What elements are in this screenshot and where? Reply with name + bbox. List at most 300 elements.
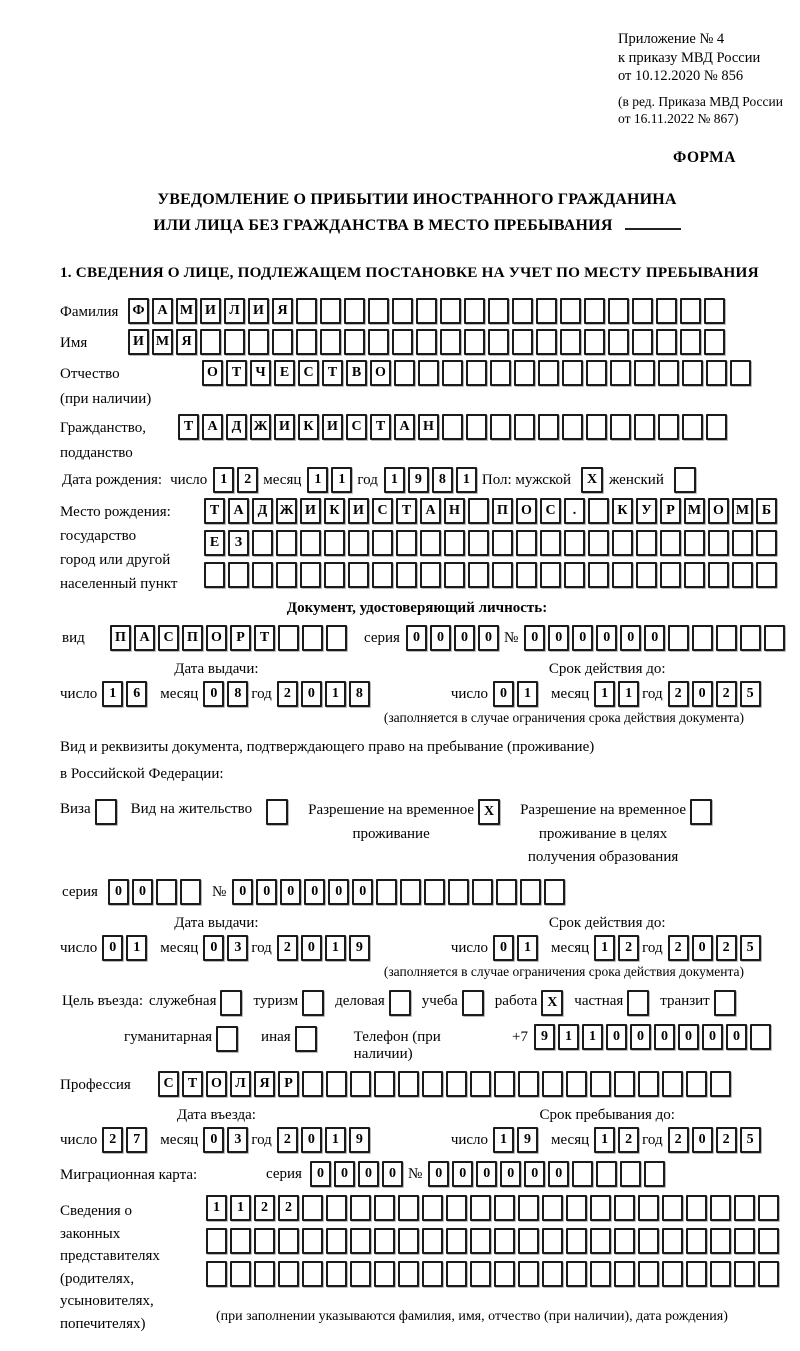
char-cell[interactable]: [562, 360, 583, 386]
char-cell[interactable]: [536, 329, 557, 355]
char-cell[interactable]: [764, 625, 785, 651]
purpose-other-checkbox[interactable]: [295, 1026, 317, 1052]
char-cell[interactable]: [638, 1195, 659, 1221]
char-cell[interactable]: 0: [301, 681, 322, 707]
char-cell[interactable]: [658, 360, 679, 386]
char-cell[interactable]: Д: [252, 498, 273, 524]
char-cell[interactable]: Я: [254, 1071, 275, 1097]
char-cell[interactable]: [584, 298, 605, 324]
char-cell[interactable]: [494, 1071, 515, 1097]
char-cell[interactable]: 6: [126, 681, 147, 707]
char-cell[interactable]: А: [420, 498, 441, 524]
char-cell[interactable]: [326, 1071, 347, 1097]
char-cell[interactable]: 7: [126, 1127, 147, 1153]
char-cell[interactable]: [544, 879, 565, 905]
char-cell[interactable]: 3: [227, 935, 248, 961]
char-cell[interactable]: С: [158, 625, 179, 651]
char-cell[interactable]: 0: [476, 1161, 497, 1187]
char-cell[interactable]: 0: [692, 935, 713, 961]
char-cell[interactable]: 2: [278, 1195, 299, 1221]
char-cell[interactable]: [372, 562, 393, 588]
char-cell[interactable]: [396, 562, 417, 588]
char-cell[interactable]: [636, 562, 657, 588]
char-cell[interactable]: 2: [237, 467, 258, 493]
char-cell[interactable]: [636, 530, 657, 556]
char-cell[interactable]: [472, 879, 493, 905]
char-cell[interactable]: [516, 562, 537, 588]
char-cell[interactable]: 1: [325, 681, 346, 707]
char-cell[interactable]: [540, 530, 561, 556]
char-cell[interactable]: [734, 1195, 755, 1221]
char-cell[interactable]: 3: [227, 1127, 248, 1153]
char-cell[interactable]: 0: [310, 1161, 331, 1187]
char-cell[interactable]: [682, 360, 703, 386]
char-cell[interactable]: [756, 530, 777, 556]
char-cell[interactable]: [344, 329, 365, 355]
char-cell[interactable]: [708, 530, 729, 556]
char-cell[interactable]: Л: [224, 298, 245, 324]
char-cell[interactable]: [590, 1071, 611, 1097]
char-cell[interactable]: Ч: [250, 360, 271, 386]
char-cell[interactable]: 0: [692, 681, 713, 707]
char-cell[interactable]: [758, 1195, 779, 1221]
char-cell[interactable]: [492, 562, 513, 588]
char-cell[interactable]: М: [176, 298, 197, 324]
char-cell[interactable]: [612, 562, 633, 588]
char-cell[interactable]: [398, 1261, 419, 1287]
char-cell[interactable]: [492, 530, 513, 556]
char-cell[interactable]: С: [158, 1071, 179, 1097]
char-cell[interactable]: [542, 1195, 563, 1221]
char-cell[interactable]: 1: [517, 935, 538, 961]
char-cell[interactable]: [420, 530, 441, 556]
char-cell[interactable]: О: [206, 625, 227, 651]
char-cell[interactable]: [542, 1261, 563, 1287]
char-cell[interactable]: [692, 625, 713, 651]
char-cell[interactable]: 0: [478, 625, 499, 651]
char-cell[interactable]: [496, 879, 517, 905]
char-cell[interactable]: [512, 329, 533, 355]
char-cell[interactable]: [400, 879, 421, 905]
char-cell[interactable]: 1: [230, 1195, 251, 1221]
char-cell[interactable]: [206, 1228, 227, 1254]
char-cell[interactable]: [446, 1195, 467, 1221]
char-cell[interactable]: [590, 1195, 611, 1221]
char-cell[interactable]: [680, 329, 701, 355]
char-cell[interactable]: [614, 1071, 635, 1097]
char-cell[interactable]: [470, 1228, 491, 1254]
char-cell[interactable]: [512, 298, 533, 324]
char-cell[interactable]: [206, 1261, 227, 1287]
char-cell[interactable]: С: [540, 498, 561, 524]
char-cell[interactable]: И: [128, 329, 149, 355]
char-cell[interactable]: [422, 1228, 443, 1254]
char-cell[interactable]: [686, 1228, 707, 1254]
char-cell[interactable]: [180, 879, 201, 905]
char-cell[interactable]: [704, 329, 725, 355]
char-cell[interactable]: [520, 879, 541, 905]
char-cell[interactable]: 0: [203, 681, 224, 707]
char-cell[interactable]: [326, 1228, 347, 1254]
char-cell[interactable]: [422, 1071, 443, 1097]
char-cell[interactable]: Т: [226, 360, 247, 386]
char-cell[interactable]: [278, 625, 299, 651]
char-cell[interactable]: Н: [418, 414, 439, 440]
char-cell[interactable]: 1: [582, 1024, 603, 1050]
char-cell[interactable]: [562, 414, 583, 440]
char-cell[interactable]: 0: [702, 1024, 723, 1050]
char-cell[interactable]: [440, 298, 461, 324]
char-cell[interactable]: [614, 1261, 635, 1287]
char-cell[interactable]: [396, 530, 417, 556]
char-cell[interactable]: [540, 562, 561, 588]
char-cell[interactable]: Т: [396, 498, 417, 524]
char-cell[interactable]: 0: [203, 1127, 224, 1153]
char-cell[interactable]: [464, 298, 485, 324]
char-cell[interactable]: [686, 1071, 707, 1097]
char-cell[interactable]: М: [732, 498, 753, 524]
char-cell[interactable]: [710, 1071, 731, 1097]
purpose-transit-checkbox[interactable]: [714, 990, 736, 1016]
char-cell[interactable]: [394, 360, 415, 386]
char-cell[interactable]: [586, 414, 607, 440]
char-cell[interactable]: 0: [493, 681, 514, 707]
char-cell[interactable]: 2: [668, 681, 689, 707]
char-cell[interactable]: 1: [594, 681, 615, 707]
char-cell[interactable]: П: [492, 498, 513, 524]
char-cell[interactable]: [634, 414, 655, 440]
char-cell[interactable]: [416, 298, 437, 324]
char-cell[interactable]: 5: [740, 935, 761, 961]
char-cell[interactable]: [470, 1261, 491, 1287]
char-cell[interactable]: Т: [370, 414, 391, 440]
char-cell[interactable]: [424, 879, 445, 905]
char-cell[interactable]: С: [298, 360, 319, 386]
char-cell[interactable]: [596, 1161, 617, 1187]
char-cell[interactable]: 9: [349, 935, 370, 961]
char-cell[interactable]: 1: [618, 681, 639, 707]
char-cell[interactable]: 1: [384, 467, 405, 493]
char-cell[interactable]: [392, 329, 413, 355]
char-cell[interactable]: [660, 530, 681, 556]
char-cell[interactable]: [584, 329, 605, 355]
char-cell[interactable]: [706, 414, 727, 440]
char-cell[interactable]: 1: [558, 1024, 579, 1050]
char-cell[interactable]: А: [202, 414, 223, 440]
char-cell[interactable]: [608, 298, 629, 324]
char-cell[interactable]: [514, 360, 535, 386]
char-cell[interactable]: [398, 1071, 419, 1097]
char-cell[interactable]: [466, 360, 487, 386]
char-cell[interactable]: 1: [456, 467, 477, 493]
char-cell[interactable]: 2: [277, 935, 298, 961]
char-cell[interactable]: [372, 530, 393, 556]
char-cell[interactable]: К: [324, 498, 345, 524]
sex-female-checkbox[interactable]: [674, 467, 696, 493]
char-cell[interactable]: [468, 498, 489, 524]
residence-permit-checkbox[interactable]: [266, 799, 288, 825]
char-cell[interactable]: [470, 1071, 491, 1097]
char-cell[interactable]: В: [346, 360, 367, 386]
char-cell[interactable]: [566, 1261, 587, 1287]
char-cell[interactable]: [252, 530, 273, 556]
char-cell[interactable]: 0: [606, 1024, 627, 1050]
char-cell[interactable]: [564, 562, 585, 588]
char-cell[interactable]: [442, 360, 463, 386]
char-cell[interactable]: 0: [524, 1161, 545, 1187]
char-cell[interactable]: О: [516, 498, 537, 524]
char-cell[interactable]: [734, 1261, 755, 1287]
char-cell[interactable]: 0: [203, 935, 224, 961]
char-cell[interactable]: С: [346, 414, 367, 440]
char-cell[interactable]: [348, 562, 369, 588]
char-cell[interactable]: С: [372, 498, 393, 524]
char-cell[interactable]: [638, 1228, 659, 1254]
char-cell[interactable]: [418, 360, 439, 386]
char-cell[interactable]: 1: [331, 467, 352, 493]
char-cell[interactable]: [572, 1161, 593, 1187]
char-cell[interactable]: 1: [126, 935, 147, 961]
char-cell[interactable]: 0: [406, 625, 427, 651]
char-cell[interactable]: 1: [206, 1195, 227, 1221]
purpose-official-checkbox[interactable]: [220, 990, 242, 1016]
char-cell[interactable]: К: [612, 498, 633, 524]
char-cell[interactable]: 1: [213, 467, 234, 493]
char-cell[interactable]: [324, 562, 345, 588]
char-cell[interactable]: [566, 1228, 587, 1254]
char-cell[interactable]: [278, 1261, 299, 1287]
char-cell[interactable]: [254, 1228, 275, 1254]
char-cell[interactable]: [644, 1161, 665, 1187]
char-cell[interactable]: М: [152, 329, 173, 355]
char-cell[interactable]: [278, 1228, 299, 1254]
char-cell[interactable]: 0: [132, 879, 153, 905]
char-cell[interactable]: [614, 1228, 635, 1254]
char-cell[interactable]: [682, 414, 703, 440]
purpose-private-checkbox[interactable]: [627, 990, 649, 1016]
char-cell[interactable]: [686, 1261, 707, 1287]
char-cell[interactable]: О: [206, 1071, 227, 1097]
char-cell[interactable]: 0: [232, 879, 253, 905]
char-cell[interactable]: 0: [678, 1024, 699, 1050]
char-cell[interactable]: Ф: [128, 298, 149, 324]
char-cell[interactable]: [444, 530, 465, 556]
char-cell[interactable]: 0: [548, 1161, 569, 1187]
char-cell[interactable]: 2: [618, 1127, 639, 1153]
temp-residence-checkbox[interactable]: X: [478, 799, 500, 825]
char-cell[interactable]: [224, 329, 245, 355]
char-cell[interactable]: [398, 1195, 419, 1221]
char-cell[interactable]: 0: [430, 625, 451, 651]
char-cell[interactable]: 0: [654, 1024, 675, 1050]
char-cell[interactable]: 8: [227, 681, 248, 707]
purpose-study-checkbox[interactable]: [462, 990, 484, 1016]
char-cell[interactable]: [656, 329, 677, 355]
char-cell[interactable]: [488, 329, 509, 355]
char-cell[interactable]: Д: [226, 414, 247, 440]
char-cell[interactable]: [302, 1071, 323, 1097]
char-cell[interactable]: И: [274, 414, 295, 440]
char-cell[interactable]: 5: [740, 681, 761, 707]
char-cell[interactable]: П: [110, 625, 131, 651]
char-cell[interactable]: [634, 360, 655, 386]
char-cell[interactable]: Б: [756, 498, 777, 524]
char-cell[interactable]: Т: [204, 498, 225, 524]
char-cell[interactable]: [302, 625, 323, 651]
char-cell[interactable]: [612, 530, 633, 556]
char-cell[interactable]: [518, 1228, 539, 1254]
visa-checkbox[interactable]: [95, 799, 117, 825]
char-cell[interactable]: 0: [304, 879, 325, 905]
char-cell[interactable]: 0: [548, 625, 569, 651]
char-cell[interactable]: Н: [444, 498, 465, 524]
char-cell[interactable]: [374, 1261, 395, 1287]
char-cell[interactable]: [494, 1228, 515, 1254]
char-cell[interactable]: [374, 1195, 395, 1221]
char-cell[interactable]: [276, 562, 297, 588]
char-cell[interactable]: Т: [254, 625, 275, 651]
char-cell[interactable]: 0: [524, 625, 545, 651]
char-cell[interactable]: 1: [325, 935, 346, 961]
char-cell[interactable]: Я: [176, 329, 197, 355]
temp-residence-edu-checkbox[interactable]: [690, 799, 712, 825]
char-cell[interactable]: [416, 329, 437, 355]
char-cell[interactable]: [590, 1261, 611, 1287]
char-cell[interactable]: 0: [500, 1161, 521, 1187]
char-cell[interactable]: [536, 298, 557, 324]
char-cell[interactable]: [252, 562, 273, 588]
char-cell[interactable]: [350, 1261, 371, 1287]
char-cell[interactable]: [374, 1228, 395, 1254]
char-cell[interactable]: 2: [618, 935, 639, 961]
char-cell[interactable]: [710, 1228, 731, 1254]
char-cell[interactable]: [734, 1228, 755, 1254]
char-cell[interactable]: [638, 1261, 659, 1287]
char-cell[interactable]: 0: [108, 879, 129, 905]
char-cell[interactable]: [730, 360, 751, 386]
char-cell[interactable]: [668, 625, 689, 651]
char-cell[interactable]: [422, 1261, 443, 1287]
char-cell[interactable]: [704, 298, 725, 324]
char-cell[interactable]: 2: [668, 935, 689, 961]
char-cell[interactable]: [448, 879, 469, 905]
char-cell[interactable]: [348, 530, 369, 556]
char-cell[interactable]: [420, 562, 441, 588]
char-cell[interactable]: [732, 530, 753, 556]
char-cell[interactable]: 0: [280, 879, 301, 905]
char-cell[interactable]: О: [202, 360, 223, 386]
sex-male-checkbox[interactable]: X: [581, 467, 603, 493]
char-cell[interactable]: Ж: [276, 498, 297, 524]
char-cell[interactable]: 0: [596, 625, 617, 651]
char-cell[interactable]: [518, 1071, 539, 1097]
char-cell[interactable]: А: [394, 414, 415, 440]
char-cell[interactable]: [320, 329, 341, 355]
char-cell[interactable]: [204, 562, 225, 588]
char-cell[interactable]: Л: [230, 1071, 251, 1097]
char-cell[interactable]: [272, 329, 293, 355]
char-cell[interactable]: [542, 1071, 563, 1097]
char-cell[interactable]: [470, 1195, 491, 1221]
char-cell[interactable]: 0: [493, 935, 514, 961]
purpose-tourism-checkbox[interactable]: [302, 990, 324, 1016]
char-cell[interactable]: Р: [660, 498, 681, 524]
char-cell[interactable]: [320, 298, 341, 324]
char-cell[interactable]: [610, 414, 631, 440]
char-cell[interactable]: [588, 498, 609, 524]
char-cell[interactable]: [248, 329, 269, 355]
char-cell[interactable]: [590, 1228, 611, 1254]
char-cell[interactable]: [684, 562, 705, 588]
char-cell[interactable]: [276, 530, 297, 556]
char-cell[interactable]: [444, 562, 465, 588]
char-cell[interactable]: [610, 360, 631, 386]
char-cell[interactable]: 0: [572, 625, 593, 651]
char-cell[interactable]: [586, 360, 607, 386]
char-cell[interactable]: [660, 562, 681, 588]
char-cell[interactable]: Я: [272, 298, 293, 324]
char-cell[interactable]: И: [200, 298, 221, 324]
char-cell[interactable]: [300, 530, 321, 556]
char-cell[interactable]: О: [370, 360, 391, 386]
char-cell[interactable]: Р: [230, 625, 251, 651]
char-cell[interactable]: 5: [740, 1127, 761, 1153]
char-cell[interactable]: [732, 562, 753, 588]
purpose-work-checkbox[interactable]: X: [541, 990, 563, 1016]
char-cell[interactable]: И: [348, 498, 369, 524]
char-cell[interactable]: [588, 530, 609, 556]
char-cell[interactable]: М: [684, 498, 705, 524]
char-cell[interactable]: [374, 1071, 395, 1097]
char-cell[interactable]: [658, 414, 679, 440]
char-cell[interactable]: [488, 298, 509, 324]
char-cell[interactable]: [350, 1228, 371, 1254]
char-cell[interactable]: [710, 1195, 731, 1221]
char-cell[interactable]: Ж: [250, 414, 271, 440]
char-cell[interactable]: [750, 1024, 771, 1050]
char-cell[interactable]: [684, 530, 705, 556]
char-cell[interactable]: [638, 1071, 659, 1097]
char-cell[interactable]: [542, 1228, 563, 1254]
char-cell[interactable]: .: [564, 498, 585, 524]
char-cell[interactable]: [398, 1228, 419, 1254]
char-cell[interactable]: 0: [382, 1161, 403, 1187]
char-cell[interactable]: [296, 329, 317, 355]
char-cell[interactable]: [302, 1195, 323, 1221]
char-cell[interactable]: [632, 329, 653, 355]
char-cell[interactable]: 2: [254, 1195, 275, 1221]
char-cell[interactable]: [440, 329, 461, 355]
char-cell[interactable]: [302, 1261, 323, 1287]
char-cell[interactable]: 0: [428, 1161, 449, 1187]
char-cell[interactable]: [468, 530, 489, 556]
char-cell[interactable]: [608, 329, 629, 355]
char-cell[interactable]: [296, 298, 317, 324]
char-cell[interactable]: [230, 1261, 251, 1287]
char-cell[interactable]: [344, 298, 365, 324]
char-cell[interactable]: [422, 1195, 443, 1221]
char-cell[interactable]: [680, 298, 701, 324]
char-cell[interactable]: [516, 530, 537, 556]
char-cell[interactable]: 0: [620, 625, 641, 651]
char-cell[interactable]: [302, 1228, 323, 1254]
char-cell[interactable]: Т: [182, 1071, 203, 1097]
char-cell[interactable]: Т: [322, 360, 343, 386]
char-cell[interactable]: Т: [178, 414, 199, 440]
char-cell[interactable]: 0: [692, 1127, 713, 1153]
char-cell[interactable]: [758, 1228, 779, 1254]
char-cell[interactable]: И: [248, 298, 269, 324]
